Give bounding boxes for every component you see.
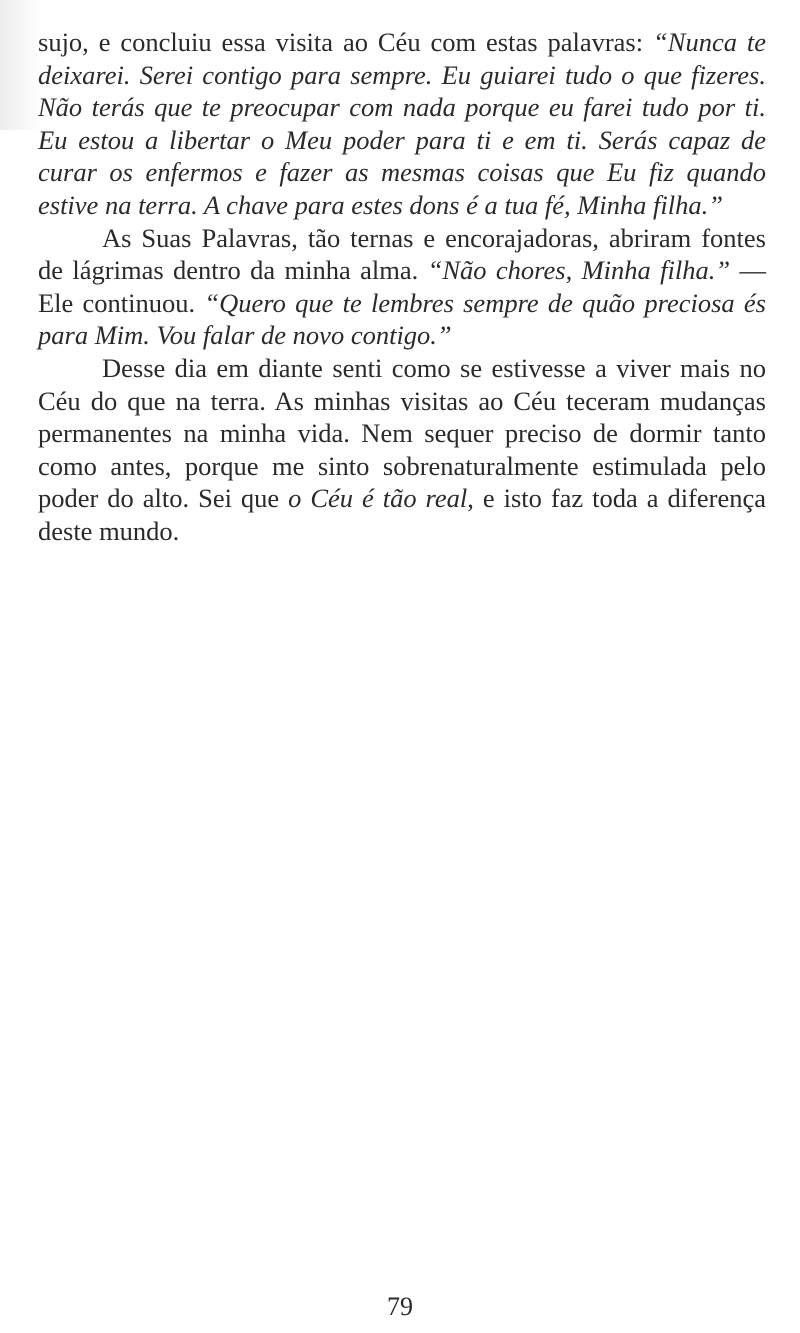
page-number: 79: [387, 1292, 413, 1321]
paragraph-1-text: sujo, e concluiu essa visita ao Céu com estas palavras:: [38, 27, 654, 57]
paragraph-1-quote: “Nunca te deixarei. Serei contigo para sempre. Eu guiarei tudo o que fizeres. Não terás que te preocupar com nada porque eu farei tudo por ti. Eu estou a libertar o Meu poder para ti e em ti. Serás capaz de curar os enfermos e fazer as mesmas coisas que Eu fiz quando estive na terra. A chave para estes dons é a tua fé, Minha filha.”: [38, 27, 766, 220]
page-body: [38, 26, 766, 548]
paragraph-2-quote-1: “Não chores, Minha filha.”: [427, 255, 731, 286]
paragraph-2: [38, 222, 766, 352]
paragraph-2-text-2: — Ele continuou.: [38, 255, 767, 318]
scan-edge-shadow: [0, 0, 42, 130]
paragraph-1: [38, 26, 766, 222]
paragraph-2-quote-2: “Quero que te lembres sempre de quão preciosa és para Mim. Vou falar de novo contigo.”: [38, 287, 766, 351]
paragraph-3-text-2: , e isto faz toda a diferença deste mundo.: [38, 483, 767, 546]
paragraph-3-text: Desse dia em diante senti como se estivesse a viver mais no Céu do que na terra. As minhas visitas ao Céu teceram mudanças permanentes na minha vida. Nem sequer preciso de dormir tanto como antes, porque me sinto sobrenaturalmente estimulada pelo poder do alto. Sei que: [38, 352, 766, 514]
paragraph-2-text: As Suas Palavras, tão ternas e encorajadoras, abriram fontes de lágrimas dentro da minha alma.: [38, 222, 766, 286]
paragraph-3: [38, 352, 766, 548]
paragraph-3-emphasis: o Céu é tão real: [288, 483, 468, 514]
